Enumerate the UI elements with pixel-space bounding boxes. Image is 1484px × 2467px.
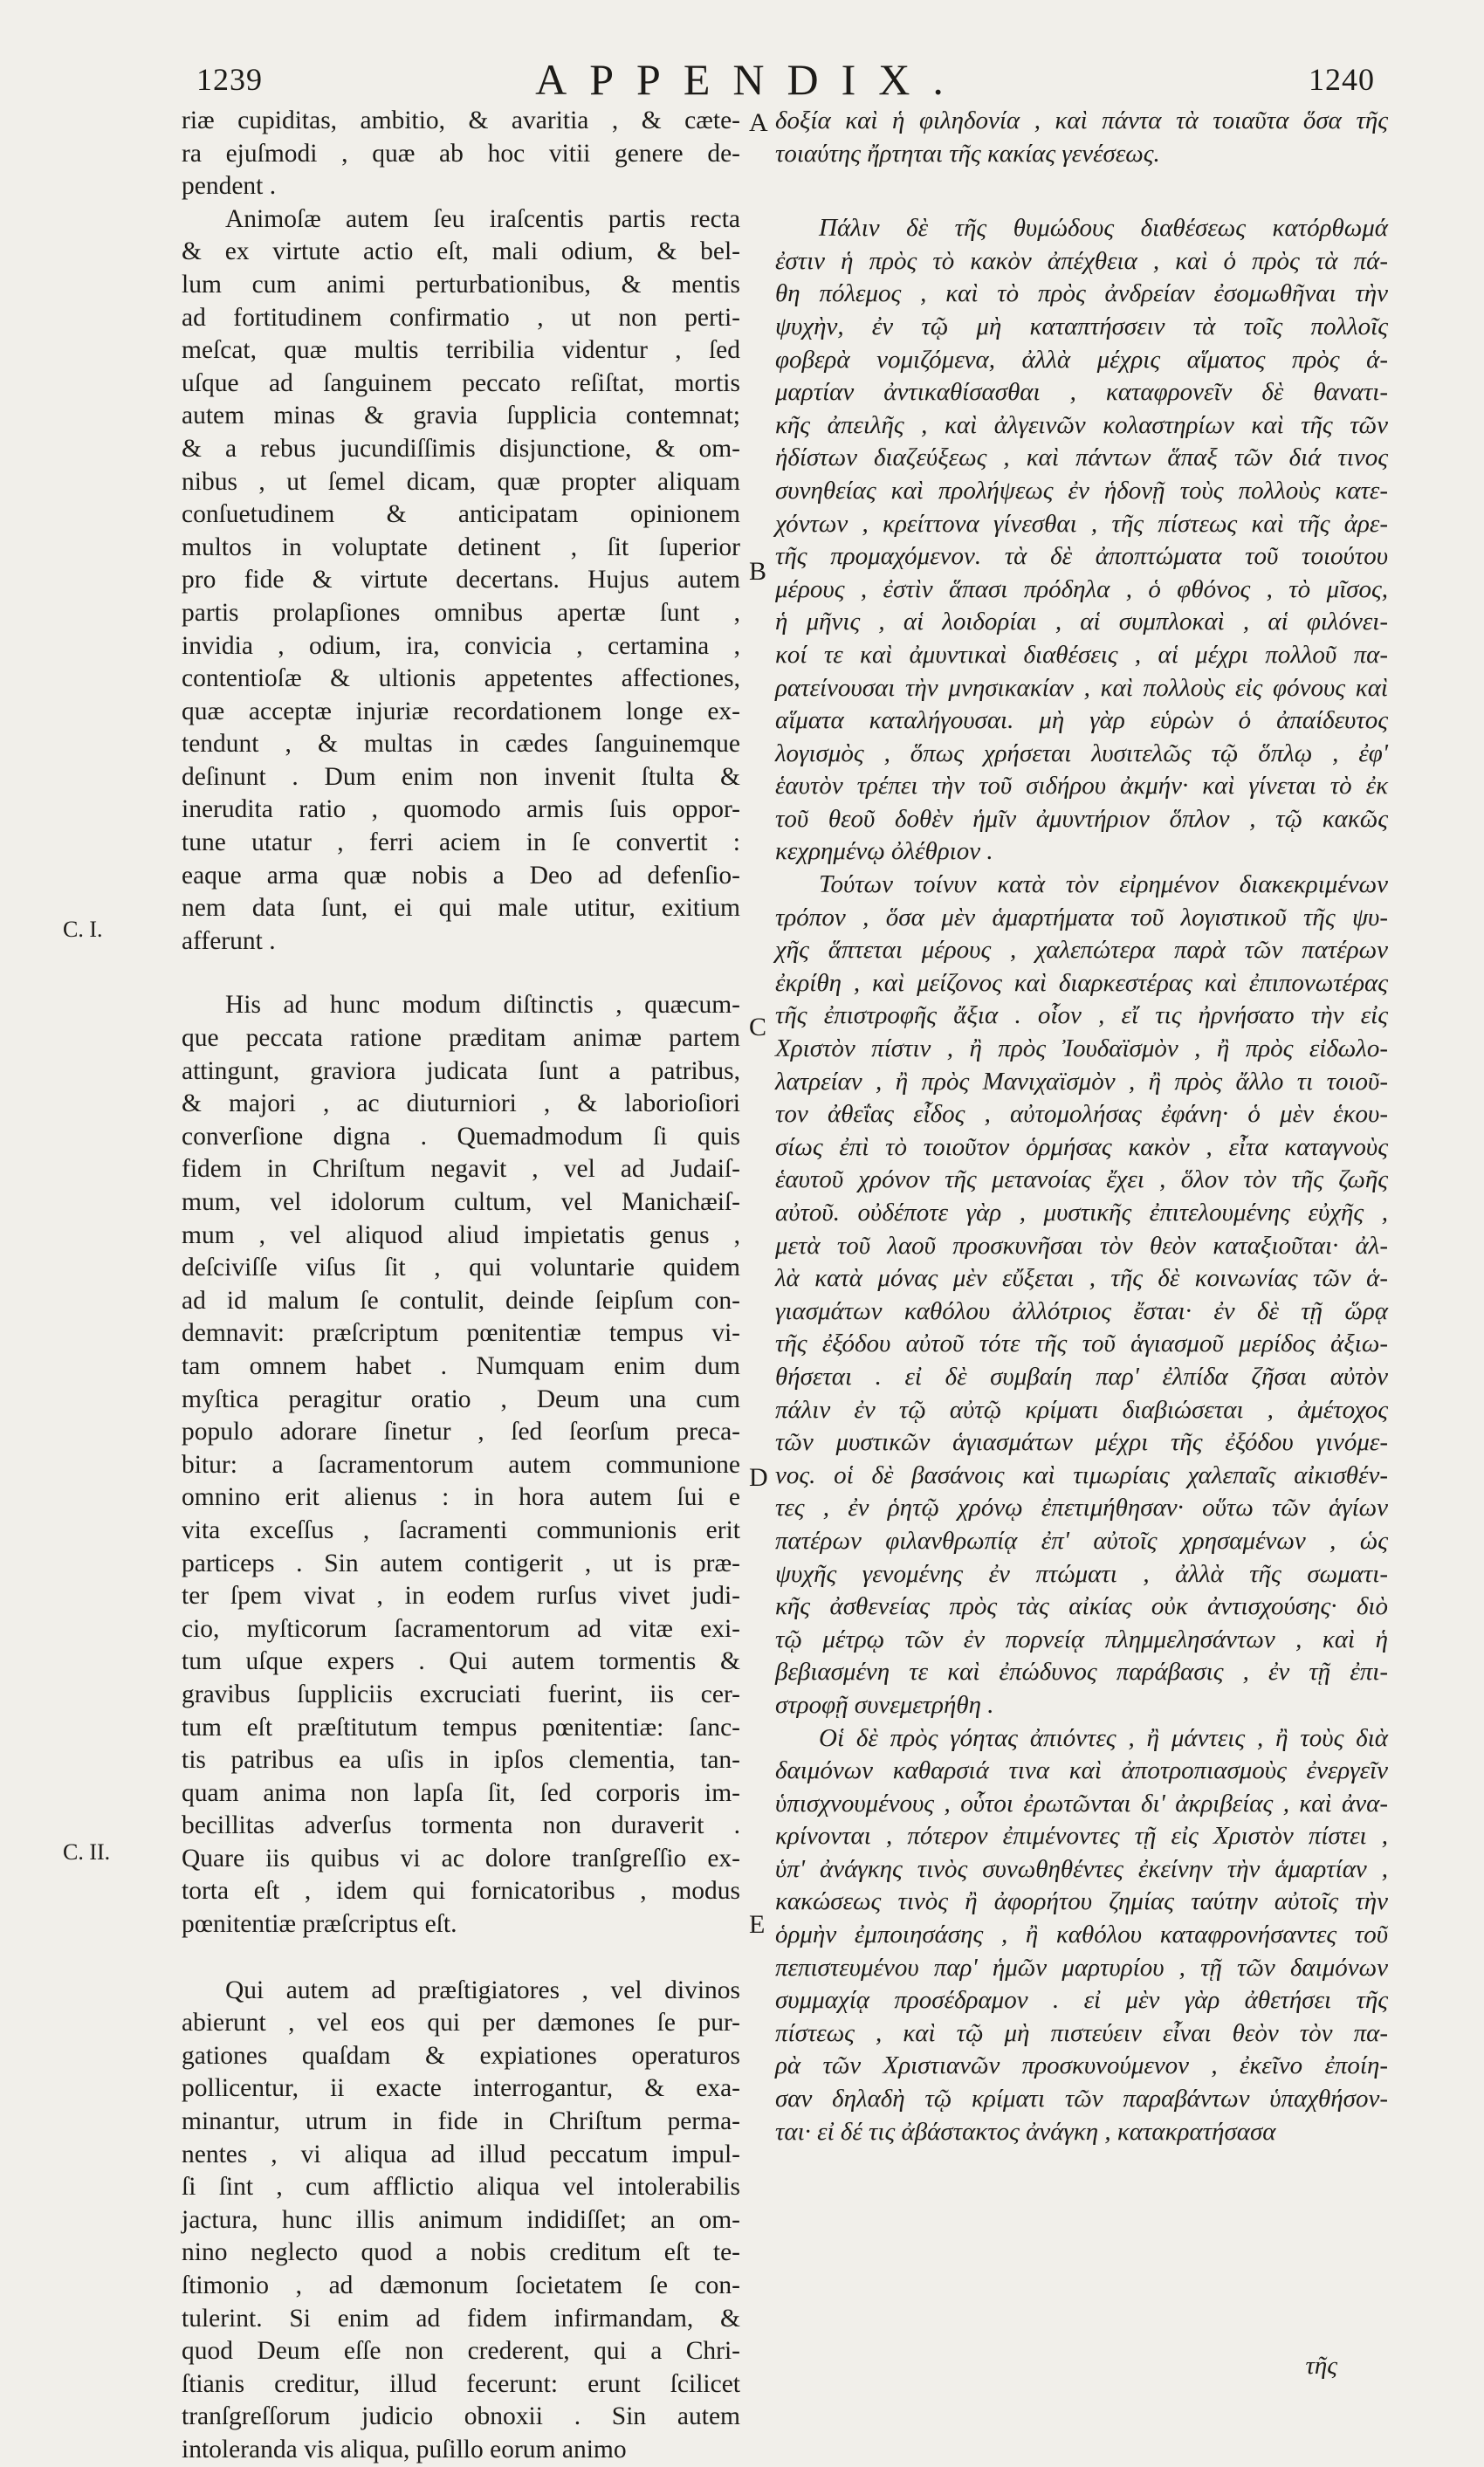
text-line: αἵματα καταλήγουσαι. μὴ γὰρ εὑρὼν ὁ ἀπαίδευτος xyxy=(775,706,1388,735)
text-line: Animoſæ autem ſeu iraſcentis partis recta xyxy=(225,204,740,233)
text-line: converſione digna . Quemadmodum ſi quis xyxy=(182,1122,740,1151)
running-title: APPENDIX. xyxy=(535,55,966,104)
text-line: myſtica peragitur oratio , Deum una cum xyxy=(182,1385,740,1413)
text-line: ſi ſint , cum afflictio aliqua vel intolerabilis xyxy=(182,2173,740,2202)
section-letter-e: E xyxy=(749,1910,766,1939)
text-line: μετὰ τοῦ λαοῦ προσκυνῆσαι τὸν θεὸν καταξιοῦται· ἀλ- xyxy=(775,1231,1388,1260)
text-line: bitur: a ſacramentorum autem communione xyxy=(182,1450,740,1479)
text-line: nibus , ut ſemel dicam, quæ propter aliquam xyxy=(182,467,740,496)
text-line: πατέρων φιλανθρωπίᾳ ἐπ' αὐτοῖς χρησαμένων , ὡς xyxy=(775,1526,1388,1555)
text-line: & ex virtute actio eſt, mali odium, & bel- xyxy=(182,237,740,266)
text-line: & majori , ac diuturniori , & laborioſiori xyxy=(182,1089,740,1118)
text-line: κοί τε καὶ ἀμυντικαὶ διαθέσεις , αἱ μέχρι πολλοῦ πα- xyxy=(775,640,1388,669)
text-line: σαν δηλαδὴ τῷ κρίματι τῶν παραβάντων ὑπαχθήσον- xyxy=(775,2085,1388,2113)
text-line: ter ſpem vivat , in eodem rurſus vivet judi- xyxy=(182,1582,740,1611)
greek-column xyxy=(775,105,1388,2148)
section-letter-c: C xyxy=(749,1013,767,1041)
text-line: contentioſæ & ultionis appetentes affectiones, xyxy=(182,664,740,693)
text-line: αὐτοῦ. οὐδέποτε γὰρ , μυστικῆς ἐπιτελουμένης εὐχῆς , xyxy=(775,1199,1388,1227)
text-line: κακώσεως τινὸς ἢ ἀφορήτου ζημίας ταύτην αὐτοῖς τὴν xyxy=(775,1887,1388,1916)
text-line: pro fide & virtute decertans. Hujus autem xyxy=(182,566,740,594)
text-line: intoleranda vis aliqua, puſillo eorum animo xyxy=(182,2435,627,2464)
text-line: pœnitentiæ præſcriptus eſt. xyxy=(182,1910,457,1939)
section-letter-a: A xyxy=(749,108,768,137)
latin-column xyxy=(182,105,740,2467)
text-line: Χριστὸν πίστιν , ἢ πρὸς Ἰουδαϊσμὸν , ἢ πρὸς εἰδωλο- xyxy=(775,1034,1388,1063)
text-line: ἑαυτοῦ χρόνον τῆς μετανοίας ἔχει , ὅλον τὸν τῆς ζωῆς xyxy=(775,1165,1388,1194)
text-line: tum uſque expers . Qui autem tormentis & xyxy=(182,1647,740,1676)
page-number-right: 1240 xyxy=(1309,62,1375,97)
text-line: deſinunt . Dum enim non invenit ſtulta & xyxy=(182,762,740,791)
text-line: vita exceſſus , ſacramenti communionis erit xyxy=(182,1515,740,1544)
text-line: tulerint. Si enim ad fidem infirmandam, & xyxy=(182,2304,740,2333)
paragraph-gap xyxy=(182,1941,740,1975)
text-line: inerudita ratio , quomodo armis ſuis oppor- xyxy=(182,795,740,824)
text-line: multos in voluptate detinent , ſit ſuperior xyxy=(182,533,740,561)
text-line: tam omnem habet . Numquam enim dum xyxy=(182,1351,740,1380)
text-line: μέρους , ἐστὶν ἅπασι πρόδηλα , ὁ φθόνος , τὸ μῖσος, xyxy=(775,574,1388,603)
text-line: nentes , vi aliqua ad illud peccatum impul- xyxy=(182,2140,740,2168)
text-line: torta eſt , idem qui fornicatoribus , modus xyxy=(182,1877,740,1906)
margin-note-c2: C. II. xyxy=(63,1839,111,1865)
text-line: κεχρημένῳ ὀλέθριον . xyxy=(775,837,993,866)
text-line: eaque arma quæ nobis a Deo ad defenſio- xyxy=(182,861,740,890)
text-line: ψυχὴν, ἐν τῷ μὴ καταπτήσσειν τὰ τοῖς πολλοῖς xyxy=(775,312,1388,340)
text-line: ἡ μῆνις , αἱ λοιδορίαι , αἱ συμπλοκαὶ , αἱ φιλόνει- xyxy=(775,608,1388,636)
text-line: demnavit: præſcriptum pœnitentiæ tempus vi- xyxy=(182,1319,740,1348)
text-line: ὁρμὴν ἐμποιησάσης , ἢ καθόλου καταφρονήσαντες τοῦ xyxy=(775,1921,1388,1949)
text-line: gravibus ſuppliciis excruciati fuerint, iis cer- xyxy=(182,1680,740,1708)
text-line: λατρείαν , ἢ πρὸς Μανιχαϊσμὸν , ἢ πρὸς ἄλλο τι τοιοῦ- xyxy=(775,1067,1388,1096)
text-line: tranſgreſſorum judicio obnoxii . Sin autem xyxy=(182,2402,740,2431)
text-line: Οἱ δὲ πρὸς γόητας ἀπιόντες , ἢ μάντεις , ἢ τοὺς διὰ xyxy=(819,1723,1388,1752)
text-line: δαιμόνων καθαρσιά τινα καὶ ἀποτροπιασμοὺς ἐνεργεῖν xyxy=(775,1756,1388,1785)
text-line: τρόπον , ὅσα μὲν ἁμαρτήματα τοῦ λογιστικοῦ τῆς ψυ- xyxy=(775,903,1388,931)
text-line: Τούτων τοίνυν κατὰ τὸν εἰρημένον διακεκριμένων xyxy=(819,870,1388,899)
text-line: partis prolapſiones omnibus apertæ ſunt , xyxy=(182,598,740,627)
text-line: ὑπ' ἀνάγκης τινὸς συνωθηθέντες ἐκείνην τὴν ἁμαρτίαν , xyxy=(775,1854,1388,1883)
text-line: ται· εἰ δέ τις ἀβάστακτος ἀνάγκη , κατακρατήσασα xyxy=(775,2117,1276,2146)
text-line: gationes quaſdam & expiationes operaturos xyxy=(182,2041,740,2070)
text-line: afferunt . xyxy=(182,926,276,955)
text-line: populo adorare ſinetur , ſed ſeorſum preca- xyxy=(182,1418,740,1447)
text-line: ſtimonio , ad dæmonum ſocietatem ſe con- xyxy=(182,2271,740,2299)
text-line: θήσεται . εἰ δὲ συμβαίη παρ' ἐλπίδα ζῆσαι αὐτὸν xyxy=(775,1362,1388,1391)
text-line: τες , ἐν ῥητῷ χρόνῳ ἐπετιμήθησαν· οὕτω τῶν ἁγίων xyxy=(775,1494,1388,1522)
text-line: τῶν μυστικῶν ἁγιασμάτων μέχρι τῆς ἐξόδου γινόμε- xyxy=(775,1428,1388,1457)
text-line: ὑπισχνουμένους , οὗτοι ἐρωτῶνται δι' ἀκριβείας , καὶ ἀνα- xyxy=(775,1789,1388,1818)
text-line: autem minas & gravia ſupplicia contemnat; xyxy=(182,402,740,430)
text-line: abierunt , vel eos qui per dæmones ſe pur- xyxy=(182,2009,740,2038)
text-line: nem data ſunt, ei qui male utitur, exitium xyxy=(182,894,740,923)
text-line: ρατείνουσαι τὴν μνησικακίαν , καὶ πολλοὺς εἰς φόνους καὶ xyxy=(775,673,1388,702)
text-line: συμμαχίᾳ προσέδραμον . εἰ μὲν γὰρ ἀθετήσει τῆς xyxy=(775,1986,1388,2015)
text-line: meſcat, quæ multis terribilia videntur , ſed xyxy=(182,336,740,365)
text-line: θη πόλεμος , καὶ τὸ πρὸς ἀνδρείαν ἐσομωθῆναι τὴν xyxy=(775,279,1388,308)
text-line: conſuetudinem & anticipatam opinionem xyxy=(182,500,740,529)
text-line: tune utatur , ferri aciem in ſe convertit : xyxy=(182,828,740,857)
text-line: mum, vel idolorum cultum, vel Manichæiſ- xyxy=(182,1188,740,1216)
text-line: fidem in Chriſtum negavit , vel ad Judaiſ- xyxy=(182,1155,740,1184)
text-line: & a rebus jucundiſſimis disjunctione, & om- xyxy=(182,434,740,463)
text-line: riæ cupiditas, ambitio, & avaritia , & cæte- xyxy=(182,107,740,134)
text-line: χόντων , κρείττονα γίνεσθαι , τῆς πίστεως καὶ τῆς ἀρε- xyxy=(775,509,1388,538)
paragraph-gap xyxy=(182,958,740,989)
text-line: particeps . Sin autem contigerit , ut is præ- xyxy=(182,1549,740,1577)
margin-note-c1: C. I. xyxy=(63,917,103,942)
text-line: πάλιν ἐν τῷ αὐτῷ κρίματι διαβιώσεται , ἀμέτοχος xyxy=(775,1395,1388,1424)
text-line: λογισμὸς , ὅπως χρήσεται λυσιτελῶς τῷ ὅπλῳ , ἐφ' xyxy=(775,739,1388,767)
text-line: pollicentur, ii exacte interrogantur, & exa- xyxy=(182,2074,740,2103)
text-line: ad id malum ſe contulit, deinde ſeipſum con- xyxy=(182,1286,740,1315)
text-line: pendent . xyxy=(182,172,277,201)
text-line: jactura, hunc illis animum indidiſſet; an om- xyxy=(182,2205,740,2234)
text-line: attingunt, graviora judicata ſunt a patribus, xyxy=(182,1056,740,1085)
text-line: τοιαύτης ἤρτηται τῆς κακίας γενέσεως. xyxy=(775,139,1160,168)
text-line: δοξία καὶ ἡ φιληδονία , καὶ πάντα τὰ τοιαῦτα ὅσα τῆς xyxy=(775,107,1388,134)
text-line: Qui autem ad præſtigiatores , vel divinos xyxy=(225,1976,740,2004)
text-line: τῷ μέτρῳ τῶν ἐν πορνείᾳ πλημμελησάντων , καὶ ἡ xyxy=(775,1625,1388,1653)
text-line: ἐκρίθη , καὶ μείζονος καὶ διαρκεστέρας καὶ ἐπιπονωτέρας xyxy=(775,968,1388,997)
text-line: συνηθείας καὶ προλήψεως ἐν ἡδονῇ τοὺς πολλοὺς κατε- xyxy=(775,476,1388,505)
text-line: τον ἀθεΐας εἶδος , αὐτομολήσας ἐφάνη· ὁ μὲν ἑκου- xyxy=(775,1100,1388,1129)
text-line: κρίνονται , πότερον ἐπιμένοντες τῇ εἰς Χριστὸν πίστει , xyxy=(775,1822,1388,1851)
text-line: χῆς ἅπτεται μέρους , χαλεπώτερα παρὰ τῶν πατέρων xyxy=(775,936,1388,965)
text-line: His ad hunc modum diſtinctis , quæcum- xyxy=(225,991,740,1020)
text-line: que peccata ratione præditam animæ partem xyxy=(182,1024,740,1053)
text-line: quæ acceptæ injuriæ recordationem longe ex- xyxy=(182,697,740,725)
text-line: tendunt , & multas in cædes ſanguinemque xyxy=(182,730,740,759)
text-line: στροφῇ συνεμετρήθη . xyxy=(775,1690,994,1719)
text-line: nino neglecto quod a nobis creditum eſt te- xyxy=(182,2238,740,2267)
text-line: quam anima non lapſa ſit, ſed corporis im- xyxy=(182,1778,740,1807)
text-line: lum cum animi perturbationibus, & mentis xyxy=(182,270,740,299)
text-line: ἡδίστων διαζεύξεως , καὶ πάντων ἅπαξ τῶν διά τινος xyxy=(775,443,1388,472)
text-line: omnino erit alienus : in hora autem ſui e xyxy=(182,1483,740,1512)
text-line: ſtianis creditur, illud fecerunt: erunt ſcilicet xyxy=(182,2369,740,2398)
text-line: ἑαυτὸν τρέπει τὴν τοῦ σιδήρου ἀκμήν· καὶ γίνεται τὸ ἐκ xyxy=(775,772,1388,801)
text-line: πεπιστευμένου παρ' ἡμῶν μαρτυρίου , τῇ τῶν δαιμόνων xyxy=(775,1953,1388,1982)
text-line: tis patribus ea uſis in ipſos clementia, tan- xyxy=(182,1746,740,1775)
text-line: quod Deum eſſe non crederent, qui a Chri- xyxy=(182,2337,740,2366)
text-line: ρὰ τῶν Χριστιανῶν προσκυνούμενον , ἐκεῖνο ἐποίη- xyxy=(775,2051,1388,2080)
catchword: τῆς xyxy=(1305,2352,1337,2380)
text-line: becillitas adverſus tormenta non duraverit . xyxy=(182,1811,740,1840)
text-line: Πάλιν δὲ τῆς θυμώδους διαθέσεως κατόρθωμά xyxy=(819,214,1388,243)
page-number-left: 1239 xyxy=(196,62,263,97)
text-line: ψυχῆς γενομένης ἐν πτώματι , ἀλλὰ τῆς σωματι- xyxy=(775,1559,1388,1588)
text-line: uſque ad ſanguinem peccato reſiſtat, mortis xyxy=(182,368,740,397)
text-line: ἐστιν ἡ πρὸς τὸ κακὸν ἀπέχθεια , καὶ ὁ πρὸς τὰ πά- xyxy=(775,246,1388,275)
text-line: τοῦ θεοῦ δοθὲν ἡμῖν ἀμυντήριον ὅπλον , τῷ κακῶς xyxy=(775,804,1388,833)
text-line: minantur, utrum in fide in Chriſtum perma- xyxy=(182,2107,740,2136)
text-line: νος. οἱ δὲ βασάνοις καὶ τιμωρίαις χαλεπαῖς αἰκισθέν- xyxy=(775,1460,1388,1489)
text-line: βεβιασμένη τε καὶ ἐπώδυνος παράβασις , ἐν τῇ ἐπι- xyxy=(775,1658,1388,1687)
section-letter-d: D xyxy=(749,1463,768,1492)
text-line: deſciviſſe viſus ſit , qui voluntarie quidem xyxy=(182,1254,740,1282)
paragraph-gap xyxy=(775,170,1388,212)
text-line: πίστεως , καὶ τῷ μὴ πιστεύειν εἶναι θεὸν τὸν πα- xyxy=(775,2018,1388,2047)
text-line: μαρτίαν ἀντικαθίσασθαι , καταφρονεῖν δὲ θανατι- xyxy=(775,378,1388,407)
text-line: τῆς ἐξόδου αὐτοῦ τότε τῆς τοῦ ἁγιασμοῦ μερίδος ἀξιω- xyxy=(775,1330,1388,1358)
text-line: λὰ κατὰ μόνας μὲν εὔξεται , τῆς δὲ κοινωνίας τῶν ἁ- xyxy=(775,1264,1388,1293)
text-line: ad fortitudinem confirmatio , ut non perti- xyxy=(182,303,740,332)
text-line: Quare iis quibus vi ac dolore tranſgreſſio ex- xyxy=(182,1844,740,1873)
text-line: φοβερὰ νομιζόμενα, ἀλλὰ μέχρις αἵματος πρὸς ἁ- xyxy=(775,345,1388,374)
text-line: mum , vel aliquod aliud impietatis genus , xyxy=(182,1220,740,1249)
text-line: invidia , odium, ira, convicia , certamina , xyxy=(182,631,740,660)
text-line: σίως ἐπὶ τὸ τοιοῦτον ὁρμήσας κακὸν , εἶτα καταγνοὺς xyxy=(775,1132,1388,1161)
text-line: κῆς ἀπειλῆς , καὶ ἀλγεινῶν κολαστηρίων καὶ τῆς τῶν xyxy=(775,410,1388,439)
text-line: τῆς ἐπιστροφῆς ἄξια . οἷον , εἴ τις ἠρνήσατο τὴν εἰς xyxy=(775,1001,1388,1030)
text-line: κῆς ἀσθενείας πρὸς τὰς αἰκίας οὐκ ἀντισχούσης· διὸ xyxy=(775,1592,1388,1621)
text-line: cio, myſticorum ſacramentorum ad vitæ exi- xyxy=(182,1614,740,1643)
text-line: ra ejuſmodi , quæ ab hoc vitii genere de- xyxy=(182,139,740,168)
text-line: tum eſt præſtitutum tempus pœnitentiæ: ſanc- xyxy=(182,1713,740,1742)
text-line: γιασμάτων καθόλου ἀλλότριος ἔσται· ἐν δὲ τῇ ὥρᾳ xyxy=(775,1296,1388,1325)
text-line: τῆς προμαχόμενον. τὰ δὲ ἀποπτώματα τοῦ τοιούτου xyxy=(775,542,1388,571)
section-letter-b: B xyxy=(749,557,767,586)
